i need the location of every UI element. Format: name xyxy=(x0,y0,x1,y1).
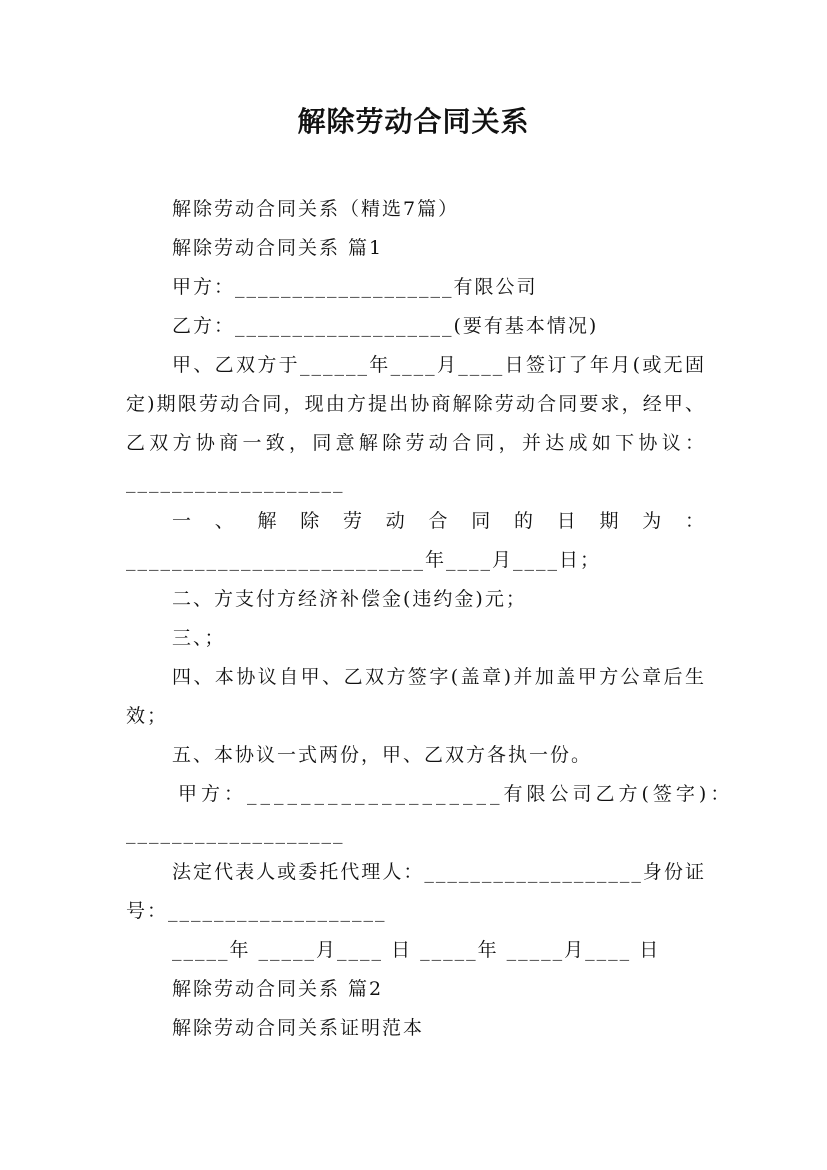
document-title: 解除劳动合同关系 xyxy=(297,105,530,138)
doc-heading: 解除劳动合同关系（精选7篇） xyxy=(172,198,460,220)
section-heading-2: 解除劳动合同关系 篇2 xyxy=(172,978,384,1000)
clause-1: 一、解除劳动合同的日期为：__________________________年____月____日； xyxy=(126,510,706,571)
party-a-line: 甲方：___________________有限公司 xyxy=(172,276,538,298)
section-heading-1: 解除劳动合同关系 篇1 xyxy=(172,237,384,259)
clause-5: 五、本协议一式两份，甲、乙双方各执一份。 xyxy=(172,744,593,766)
clause-3: 三、； xyxy=(172,627,226,649)
clause-4: 四、本协议自甲、乙双方签字(盖章)并加盖甲方公章后生效； xyxy=(126,666,706,727)
signature-line xyxy=(126,775,734,814)
representative-line: 法定代表人或委托代理人：___________________身份证号：___________________ xyxy=(126,861,706,922)
signature-blank: ___________________ xyxy=(126,822,345,844)
document-body xyxy=(126,190,734,1048)
certificate-heading: 解除劳动合同关系证明范本 xyxy=(172,1017,425,1039)
party-b-line: 乙方：___________________(要有基本情况) xyxy=(172,315,599,337)
clause-2: 二、方支付方经济补偿金(违约金)元； xyxy=(172,588,527,610)
agreement-paragraph: 甲、乙双方于______年____月____日签订了年月(或无固定)期限劳动合同，现由方提出协商解除劳动合同要求，经甲、乙双方协商一致，同意解除劳动合同，并达成如下协议：___________________ xyxy=(126,354,706,493)
date-line: _____年 _____月____ 日 _____年 _____月____ 日 xyxy=(172,939,661,961)
signature-line-text: 甲方：___________________有限公司乙方(签字)： xyxy=(178,783,734,805)
